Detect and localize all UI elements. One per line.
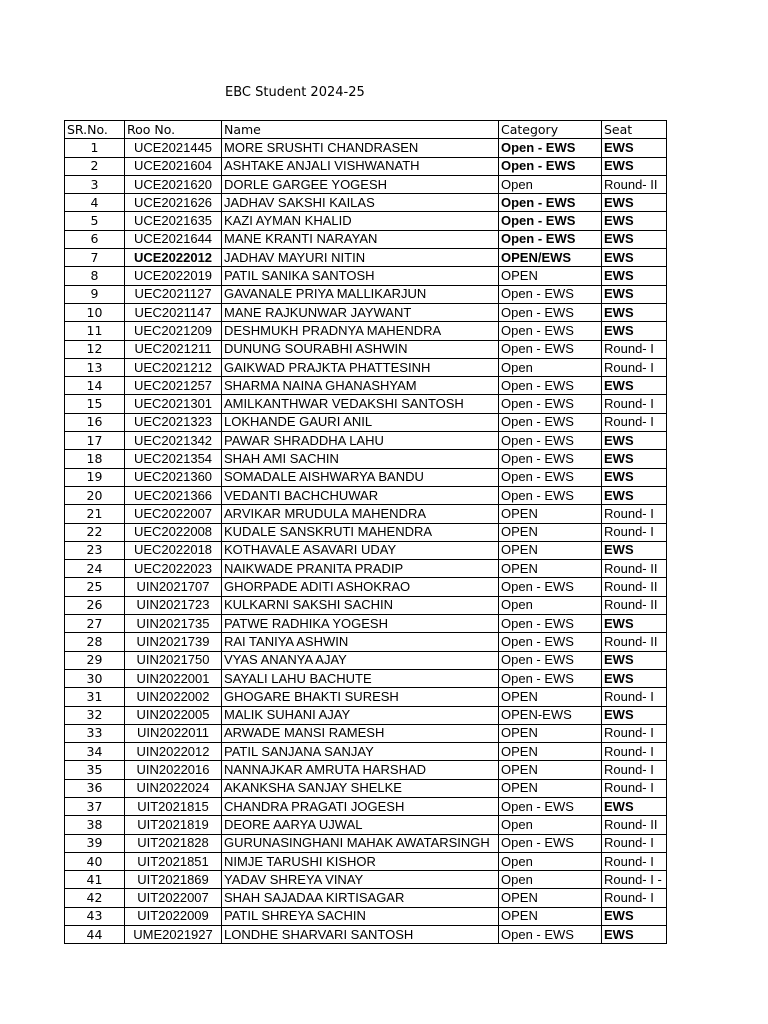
roll-no-cell: UCE2021620 — [125, 175, 222, 193]
seat-cell: Round- I - — [602, 871, 667, 889]
table-row — [65, 486, 667, 504]
seat-cell: EWS — [602, 651, 667, 669]
roll-no-cell: UME2021927 — [125, 926, 222, 944]
roll-no-cell: UEC2021211 — [125, 340, 222, 358]
category-cell: Open - EWS — [499, 377, 602, 395]
seat-cell: EWS — [602, 926, 667, 944]
table-row — [65, 322, 667, 340]
name-cell: PATIL SANJANA SANJAY — [222, 743, 499, 761]
name-cell: PATIL SANIKA SANTOSH — [222, 267, 499, 285]
table-header-row — [65, 121, 667, 139]
name-cell: MANE RAJKUNWAR JAYWANT — [222, 303, 499, 321]
name-cell: DEORE AARYA UJWAL — [222, 816, 499, 834]
category-cell: OPEN — [499, 688, 602, 706]
roll-no-cell: UIN2021735 — [125, 615, 222, 633]
category-cell: OPEN — [499, 724, 602, 742]
roll-no-cell: UCE2022012 — [125, 249, 222, 267]
sr-no-cell: 24 — [65, 560, 125, 578]
sr-no-cell: 6 — [65, 230, 125, 248]
sr-no-cell: 42 — [65, 889, 125, 907]
roll-no-cell: UEC2022007 — [125, 505, 222, 523]
sr-no-cell: 35 — [65, 761, 125, 779]
seat-cell: EWS — [602, 615, 667, 633]
table-row — [65, 596, 667, 614]
category-cell: Open - EWS — [499, 395, 602, 413]
seat-cell: EWS — [602, 377, 667, 395]
name-cell: MANE KRANTI NARAYAN — [222, 230, 499, 248]
sr-no-cell: 32 — [65, 706, 125, 724]
seat-cell: Round- I — [602, 834, 667, 852]
seat-cell: EWS — [602, 285, 667, 303]
seat-cell: Round- I — [602, 724, 667, 742]
category-cell: Open — [499, 852, 602, 870]
seat-cell: Round- I — [602, 523, 667, 541]
sr-no-cell: 22 — [65, 523, 125, 541]
table-row — [65, 413, 667, 431]
category-cell: OPEN/EWS — [499, 249, 602, 267]
roll-no-cell: UEC2022023 — [125, 560, 222, 578]
seat-cell: Round- I — [602, 852, 667, 870]
sr-no-cell: 16 — [65, 413, 125, 431]
sr-no-cell: 36 — [65, 779, 125, 797]
category-cell: Open - EWS — [499, 230, 602, 248]
name-cell: KAZI AYMAN KHALID — [222, 212, 499, 230]
table-row — [65, 230, 667, 248]
seat-cell: EWS — [602, 267, 667, 285]
seat-cell: Round- II — [602, 175, 667, 193]
roll-no-cell: UCE2021644 — [125, 230, 222, 248]
name-cell: MALIK SUHANI AJAY — [222, 706, 499, 724]
sr-no-cell: 44 — [65, 926, 125, 944]
table-row — [65, 541, 667, 559]
roll-no-cell: UCE2021635 — [125, 212, 222, 230]
seat-cell: Round- I — [602, 761, 667, 779]
name-cell: LOKHANDE GAURI ANIL — [222, 413, 499, 431]
name-cell: GAIKWAD PRAJKTA PHATTESINH — [222, 358, 499, 376]
sr-no-cell: 5 — [65, 212, 125, 230]
category-cell: OPEN — [499, 267, 602, 285]
table-row — [65, 578, 667, 596]
category-cell: Open - EWS — [499, 486, 602, 504]
roll-no-cell: UIN2022005 — [125, 706, 222, 724]
category-cell: Open — [499, 816, 602, 834]
category-cell: Open - EWS — [499, 285, 602, 303]
header-sr-no: SR.No. — [65, 121, 125, 139]
header-seat: Seat — [602, 121, 667, 139]
name-cell: SOMADALE AISHWARYA BANDU — [222, 468, 499, 486]
sr-no-cell: 19 — [65, 468, 125, 486]
table-row — [65, 633, 667, 651]
sr-no-cell: 41 — [65, 871, 125, 889]
sr-no-cell: 18 — [65, 450, 125, 468]
name-cell: ARVIKAR MRUDULA MAHENDRA — [222, 505, 499, 523]
sr-no-cell: 21 — [65, 505, 125, 523]
category-cell: Open — [499, 358, 602, 376]
table-row — [65, 907, 667, 925]
sr-no-cell: 33 — [65, 724, 125, 742]
table-row — [65, 285, 667, 303]
sr-no-cell: 15 — [65, 395, 125, 413]
name-cell: PATWE RADHIKA YOGESH — [222, 615, 499, 633]
name-cell: RAI TANIYA ASHWIN — [222, 633, 499, 651]
table-row — [65, 505, 667, 523]
seat-cell: Round- II — [602, 816, 667, 834]
seat-cell: EWS — [602, 230, 667, 248]
category-cell: Open — [499, 175, 602, 193]
name-cell: GHOGARE BHAKTI SURESH — [222, 688, 499, 706]
category-cell: Open — [499, 871, 602, 889]
sr-no-cell: 27 — [65, 615, 125, 633]
roll-no-cell: UIN2022012 — [125, 743, 222, 761]
category-cell: OPEN — [499, 743, 602, 761]
name-cell: NAIKWADE PRANITA PRADIP — [222, 560, 499, 578]
sr-no-cell: 11 — [65, 322, 125, 340]
document-title: EBC Student 2024-25 — [225, 85, 365, 100]
sr-no-cell: 17 — [65, 432, 125, 450]
table-row — [65, 395, 667, 413]
sr-no-cell: 10 — [65, 303, 125, 321]
category-cell: Open - EWS — [499, 194, 602, 212]
seat-cell: EWS — [602, 432, 667, 450]
sr-no-cell: 43 — [65, 907, 125, 925]
seat-cell: EWS — [602, 212, 667, 230]
sr-no-cell: 12 — [65, 340, 125, 358]
seat-cell: EWS — [602, 468, 667, 486]
category-cell: Open - EWS — [499, 157, 602, 175]
roll-no-cell: UEC2021360 — [125, 468, 222, 486]
category-cell: OPEN-EWS — [499, 706, 602, 724]
name-cell: DESHMUKH PRADNYA MAHENDRA — [222, 322, 499, 340]
table-row — [65, 303, 667, 321]
category-cell: Open - EWS — [499, 212, 602, 230]
seat-cell: EWS — [602, 669, 667, 687]
roll-no-cell: UCE2021604 — [125, 157, 222, 175]
category-cell: Open - EWS — [499, 303, 602, 321]
sr-no-cell: 2 — [65, 157, 125, 175]
sr-no-cell: 37 — [65, 797, 125, 815]
roll-no-cell: UIT2022009 — [125, 907, 222, 925]
table-row — [65, 797, 667, 815]
roll-no-cell: UEC2021212 — [125, 358, 222, 376]
seat-cell: Round- I — [602, 889, 667, 907]
name-cell: PAWAR SHRADDHA LAHU — [222, 432, 499, 450]
category-cell: Open - EWS — [499, 139, 602, 157]
roll-no-cell: UEC2021257 — [125, 377, 222, 395]
roll-no-cell: UIN2021723 — [125, 596, 222, 614]
roll-no-cell: UEC2021301 — [125, 395, 222, 413]
name-cell: KOTHAVALE ASAVARI UDAY — [222, 541, 499, 559]
name-cell: YADAV SHREYA VINAY — [222, 871, 499, 889]
category-cell: Open - EWS — [499, 413, 602, 431]
roll-no-cell: UEC2021323 — [125, 413, 222, 431]
header-roll-no: Roo No. — [125, 121, 222, 139]
table-row — [65, 816, 667, 834]
roll-no-cell: UIN2022016 — [125, 761, 222, 779]
seat-cell: EWS — [602, 249, 667, 267]
roll-no-cell: UIN2022024 — [125, 779, 222, 797]
table-row — [65, 194, 667, 212]
name-cell: KULKARNI SAKSHI SACHIN — [222, 596, 499, 614]
roll-no-cell: UEC2021366 — [125, 486, 222, 504]
roll-no-cell: UEC2021342 — [125, 432, 222, 450]
table-row — [65, 267, 667, 285]
seat-cell: Round- II — [602, 560, 667, 578]
table-row — [65, 157, 667, 175]
header-category: Category — [499, 121, 602, 139]
table-row — [65, 724, 667, 742]
roll-no-cell: UEC2022018 — [125, 541, 222, 559]
seat-cell: Round- I — [602, 358, 667, 376]
table-row — [65, 651, 667, 669]
name-cell: SHAH SAJADAA KIRTISAGAR — [222, 889, 499, 907]
name-cell: AMILKANTHWAR VEDAKSHI SANTOSH — [222, 395, 499, 413]
name-cell: GHORPADE ADITI ASHOKRAO — [222, 578, 499, 596]
category-cell: OPEN — [499, 523, 602, 541]
name-cell: CHANDRA PRAGATI JOGESH — [222, 797, 499, 815]
roll-no-cell: UCE2021445 — [125, 139, 222, 157]
header-name: Name — [222, 121, 499, 139]
name-cell: GAVANALE PRIYA MALLIKARJUN — [222, 285, 499, 303]
name-cell: ASHTAKE ANJALI VISHWANATH — [222, 157, 499, 175]
table-row — [65, 560, 667, 578]
sr-no-cell: 30 — [65, 669, 125, 687]
name-cell: DUNUNG SOURABHI ASHWIN — [222, 340, 499, 358]
category-cell: Open - EWS — [499, 615, 602, 633]
roll-no-cell: UIT2021869 — [125, 871, 222, 889]
table-row — [65, 139, 667, 157]
roll-no-cell: UCE2021626 — [125, 194, 222, 212]
sr-no-cell: 39 — [65, 834, 125, 852]
category-cell: Open - EWS — [499, 450, 602, 468]
seat-cell: EWS — [602, 139, 667, 157]
seat-cell: Round- I — [602, 505, 667, 523]
category-cell: OPEN — [499, 779, 602, 797]
sr-no-cell: 31 — [65, 688, 125, 706]
student-table — [64, 120, 667, 944]
table-row — [65, 615, 667, 633]
roll-no-cell: UIT2021819 — [125, 816, 222, 834]
sr-no-cell: 25 — [65, 578, 125, 596]
roll-no-cell: UIT2022007 — [125, 889, 222, 907]
table-row — [65, 669, 667, 687]
name-cell: SHAH AMI SACHIN — [222, 450, 499, 468]
sr-no-cell: 14 — [65, 377, 125, 395]
category-cell: Open - EWS — [499, 578, 602, 596]
name-cell: DORLE GARGEE YOGESH — [222, 175, 499, 193]
table-row — [65, 706, 667, 724]
seat-cell: EWS — [602, 486, 667, 504]
roll-no-cell: UIN2022011 — [125, 724, 222, 742]
category-cell: OPEN — [499, 889, 602, 907]
sr-no-cell: 8 — [65, 267, 125, 285]
sr-no-cell: 20 — [65, 486, 125, 504]
table-row — [65, 175, 667, 193]
seat-cell: EWS — [602, 907, 667, 925]
roll-no-cell: UIN2021750 — [125, 651, 222, 669]
name-cell: AKANKSHA SANJAY SHELKE — [222, 779, 499, 797]
table-row — [65, 249, 667, 267]
category-cell: Open - EWS — [499, 432, 602, 450]
roll-no-cell: UIN2022001 — [125, 669, 222, 687]
table-row — [65, 889, 667, 907]
category-cell: Open - EWS — [499, 926, 602, 944]
name-cell: NIMJE TARUSHI KISHOR — [222, 852, 499, 870]
sr-no-cell: 7 — [65, 249, 125, 267]
sr-no-cell: 26 — [65, 596, 125, 614]
seat-cell: Round- II — [602, 578, 667, 596]
category-cell: OPEN — [499, 761, 602, 779]
table-row — [65, 340, 667, 358]
category-cell: Open - EWS — [499, 834, 602, 852]
seat-cell: EWS — [602, 450, 667, 468]
category-cell: Open - EWS — [499, 797, 602, 815]
name-cell: VYAS ANANYA AJAY — [222, 651, 499, 669]
category-cell: OPEN — [499, 907, 602, 925]
sr-no-cell: 40 — [65, 852, 125, 870]
roll-no-cell: UIN2021739 — [125, 633, 222, 651]
name-cell: KUDALE SANSKRUTI MAHENDRA — [222, 523, 499, 541]
seat-cell: Round- I — [602, 743, 667, 761]
sr-no-cell: 13 — [65, 358, 125, 376]
roll-no-cell: UEC2022008 — [125, 523, 222, 541]
sr-no-cell: 1 — [65, 139, 125, 157]
seat-cell: Round- I — [602, 688, 667, 706]
category-cell: Open - EWS — [499, 468, 602, 486]
name-cell: MORE SRUSHTI CHANDRASEN — [222, 139, 499, 157]
table-row — [65, 688, 667, 706]
seat-cell: Round- I — [602, 779, 667, 797]
seat-cell: Round- II — [602, 596, 667, 614]
table-row — [65, 926, 667, 944]
sr-no-cell: 9 — [65, 285, 125, 303]
seat-cell: EWS — [602, 706, 667, 724]
category-cell: Open - EWS — [499, 633, 602, 651]
name-cell: PATIL SHREYA SACHIN — [222, 907, 499, 925]
category-cell: Open - EWS — [499, 322, 602, 340]
category-cell: OPEN — [499, 560, 602, 578]
seat-cell: Round- II — [602, 633, 667, 651]
seat-cell: EWS — [602, 322, 667, 340]
roll-no-cell: UEC2021354 — [125, 450, 222, 468]
category-cell: Open - EWS — [499, 669, 602, 687]
table-row — [65, 761, 667, 779]
sr-no-cell: 29 — [65, 651, 125, 669]
seat-cell: Round- I — [602, 340, 667, 358]
roll-no-cell: UCE2022019 — [125, 267, 222, 285]
table-row — [65, 834, 667, 852]
name-cell: JADHAV SAKSHI KAILAS — [222, 194, 499, 212]
name-cell: SAYALI LAHU BACHUTE — [222, 669, 499, 687]
sr-no-cell: 4 — [65, 194, 125, 212]
sr-no-cell: 23 — [65, 541, 125, 559]
seat-cell: EWS — [602, 541, 667, 559]
table-row — [65, 871, 667, 889]
roll-no-cell: UIN2021707 — [125, 578, 222, 596]
category-cell: OPEN — [499, 541, 602, 559]
table-row — [65, 358, 667, 376]
table-row — [65, 852, 667, 870]
sr-no-cell: 28 — [65, 633, 125, 651]
roll-no-cell: UIT2021828 — [125, 834, 222, 852]
seat-cell: EWS — [602, 157, 667, 175]
sr-no-cell: 3 — [65, 175, 125, 193]
name-cell: SHARMA NAINA GHANASHYAM — [222, 377, 499, 395]
category-cell: Open — [499, 596, 602, 614]
roll-no-cell: UIN2022002 — [125, 688, 222, 706]
table-row — [65, 468, 667, 486]
table-row — [65, 212, 667, 230]
category-cell: Open - EWS — [499, 651, 602, 669]
table-row — [65, 377, 667, 395]
table-row — [65, 743, 667, 761]
roll-no-cell: UEC2021209 — [125, 322, 222, 340]
sr-no-cell: 38 — [65, 816, 125, 834]
name-cell: NANNAJKAR AMRUTA HARSHAD — [222, 761, 499, 779]
table-row — [65, 450, 667, 468]
table-row — [65, 523, 667, 541]
roll-no-cell: UIT2021815 — [125, 797, 222, 815]
seat-cell: EWS — [602, 194, 667, 212]
sr-no-cell: 34 — [65, 743, 125, 761]
roll-no-cell: UIT2021851 — [125, 852, 222, 870]
name-cell: ARWADE MANSI RAMESH — [222, 724, 499, 742]
category-cell: Open - EWS — [499, 340, 602, 358]
seat-cell: EWS — [602, 797, 667, 815]
name-cell: LONDHE SHARVARI SANTOSH — [222, 926, 499, 944]
table-row — [65, 779, 667, 797]
table-row — [65, 432, 667, 450]
seat-cell: EWS — [602, 303, 667, 321]
category-cell: OPEN — [499, 505, 602, 523]
name-cell: GURUNASINGHANI MAHAK AWATARSINGH — [222, 834, 499, 852]
seat-cell: Round- I — [602, 395, 667, 413]
name-cell: VEDANTI BACHCHUWAR — [222, 486, 499, 504]
name-cell: JADHAV MAYURI NITIN — [222, 249, 499, 267]
roll-no-cell: UEC2021127 — [125, 285, 222, 303]
seat-cell: Round- I — [602, 413, 667, 431]
roll-no-cell: UEC2021147 — [125, 303, 222, 321]
table-body — [65, 139, 667, 944]
